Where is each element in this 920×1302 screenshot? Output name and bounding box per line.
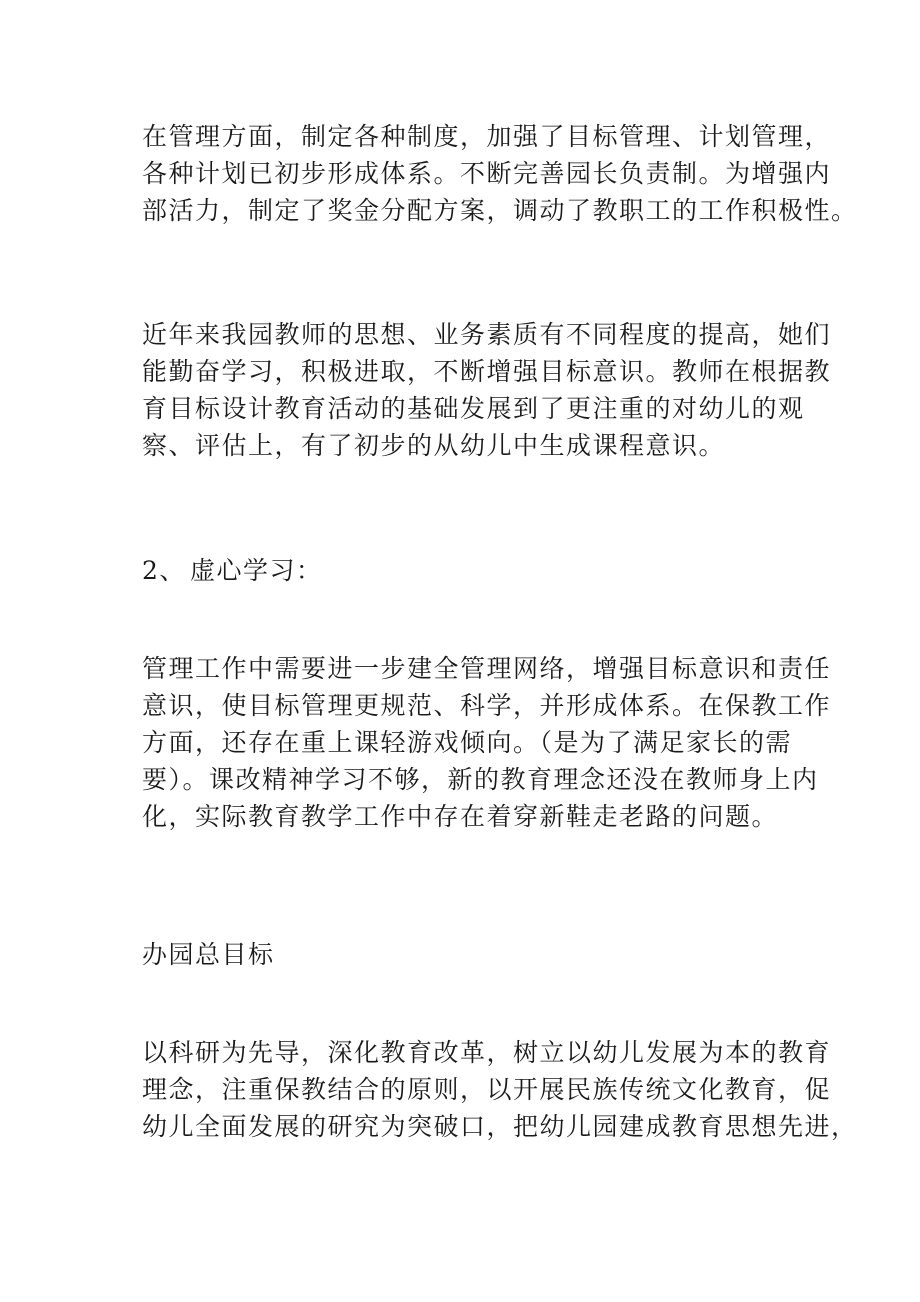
section-title: 虚心学习： xyxy=(190,556,323,585)
heading-line xyxy=(142,552,822,589)
text-line: 以科研为先导，深化教育改革，树立以幼儿发展为本的教育 xyxy=(142,1038,832,1067)
text-line: 育目标设计教育活动的基础发展到了更注重的对幼儿的观 xyxy=(142,394,805,423)
text-line: 在管理方面，制定各种制度，加强了目标管理、计划管理， xyxy=(142,122,832,151)
text-line: 化，实际教育教学工作中存在着穿新鞋走老路的问题。 xyxy=(142,802,779,831)
section-heading-goal xyxy=(142,936,822,973)
text-line: 察、评估上，有了初步的从幼儿中生成课程意识。 xyxy=(142,431,726,460)
paragraph-goal xyxy=(142,1034,858,1145)
text-line: 意识，使目标管理更规范、科学，并形成体系。在保教工作 xyxy=(142,691,832,720)
section-heading-study xyxy=(142,552,822,589)
text-line: 各种计划已初步形成体系。不断完善园长负责制。为增强内 xyxy=(142,159,832,188)
section-number: 2、 xyxy=(142,556,186,585)
text-line: 管理工作中需要进一步建全管理网络，增强目标意识和责任 xyxy=(142,654,832,683)
text-line: 能勤奋学习，积极进取，不断增强目标意识。教师在根据教 xyxy=(142,357,832,386)
text-line: 方面，还存在重上课轻游戏倾向。（是为了满足家长的需 xyxy=(142,728,793,757)
text-line: 近年来我园教师的思想、业务素质有不同程度的提高，她们 xyxy=(142,320,832,349)
paragraph-management xyxy=(142,118,858,229)
text-line: 理念，注重保教结合的原则，以开展民族传统文化教育，促 xyxy=(142,1075,832,1104)
text-line: 部活力，制定了奖金分配方案，调动了教职工的工作积极性。 xyxy=(142,196,858,225)
text-line: 要）。课改精神学习不够，新的教育理念还没在教师身上内 xyxy=(142,765,819,794)
text-line: 幼儿全面发展的研究为突破口，把幼儿园建成教育思想先进， xyxy=(142,1112,858,1141)
paragraph-teachers xyxy=(142,316,832,464)
paragraph-improvements xyxy=(142,650,832,835)
section-title: 办园总目标 xyxy=(142,940,275,969)
